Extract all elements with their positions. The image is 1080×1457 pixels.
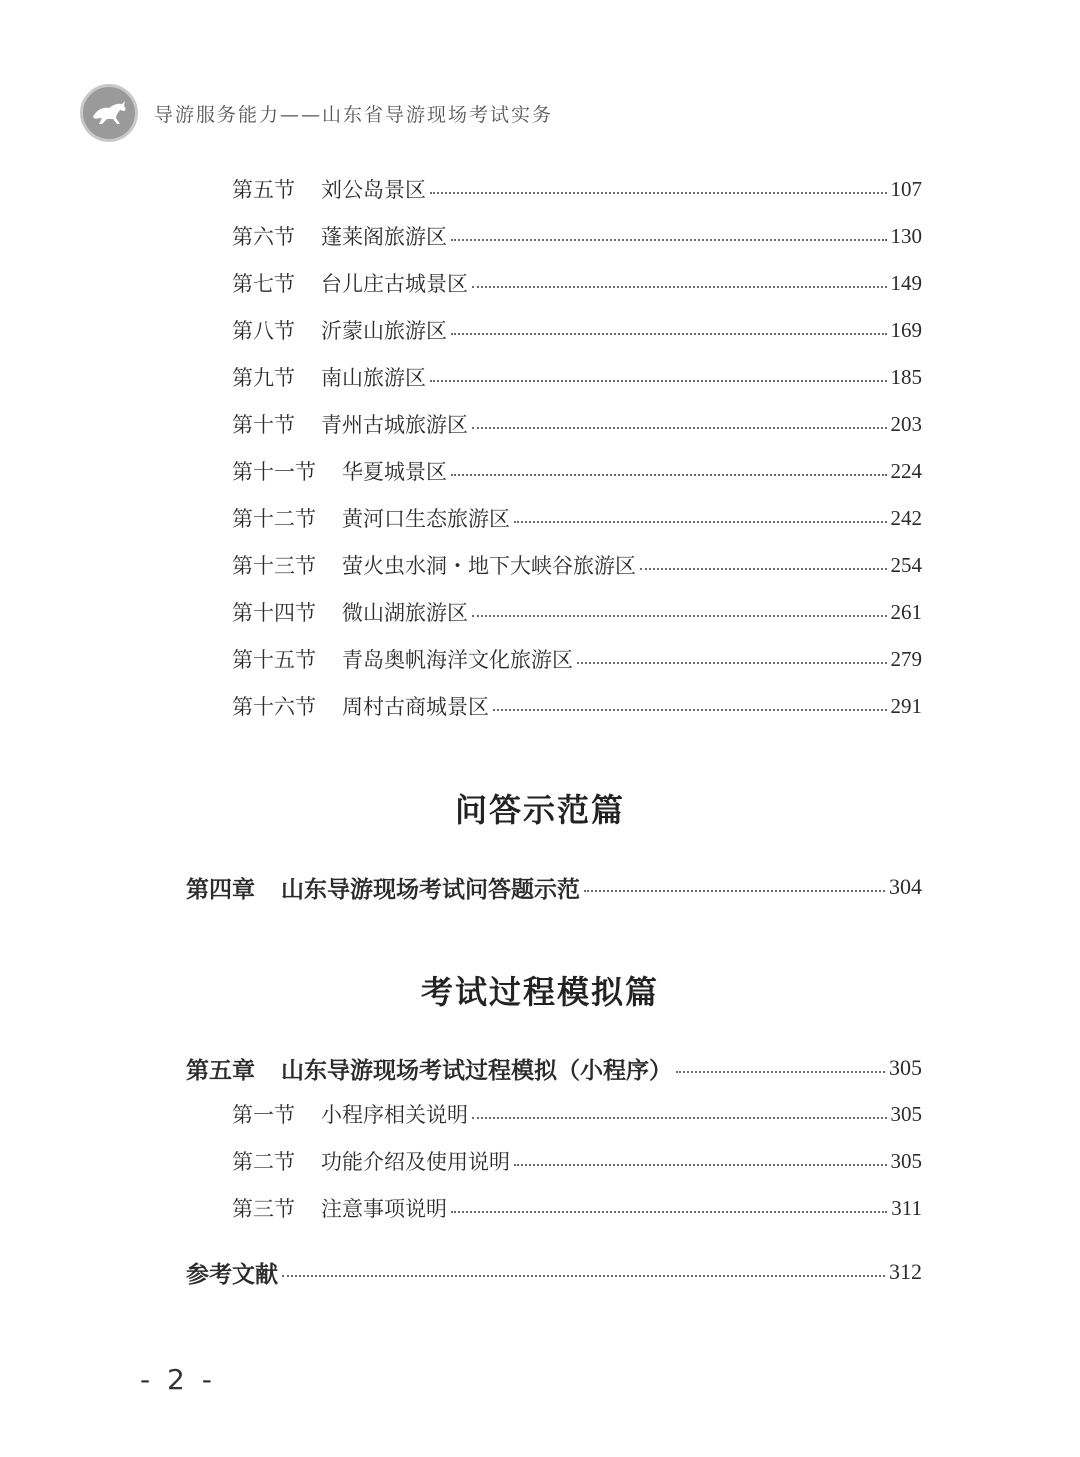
section-title: 青州古城旅游区 [321, 413, 468, 437]
toc-chapter-entry[interactable] [186, 1050, 922, 1086]
toc-entry[interactable] [232, 1096, 922, 1132]
chapter-title: 山东导游现场考试问答题示范 [281, 876, 580, 903]
page-ref: 291 [890, 693, 922, 718]
dot-leader [282, 1275, 885, 1277]
dot-leader [584, 890, 885, 892]
dot-leader [451, 474, 887, 476]
page-ref: 203 [890, 411, 922, 436]
section-title: 台儿庄古城景区 [321, 272, 468, 296]
page-ref: 304 [889, 874, 922, 899]
dot-leader [451, 333, 887, 335]
page-ref: 185 [890, 364, 922, 389]
chapter-title: 山东导游现场考试过程模拟（小程序） [281, 1057, 672, 1084]
dot-leader [472, 1117, 887, 1119]
section-title: 小程序相关说明 [321, 1103, 468, 1127]
page-ref: 312 [889, 1259, 922, 1284]
toc-entry[interactable] [232, 406, 922, 442]
section-number: 第一节 [232, 1103, 295, 1127]
header-title: 导游服务能力——山东省导游现场考试实务 [154, 103, 554, 126]
section-title: 注意事项说明 [321, 1197, 447, 1221]
section-title: 刘公岛景区 [321, 178, 426, 202]
toc-entry[interactable] [232, 265, 922, 301]
toc-entry[interactable] [232, 641, 922, 677]
toc-entry[interactable] [232, 688, 922, 724]
page-ref: 242 [890, 505, 922, 530]
toc-entry[interactable] [232, 359, 922, 395]
section-number: 第十节 [232, 413, 295, 437]
dot-leader [514, 1164, 887, 1166]
page-ref: 169 [890, 317, 922, 342]
toc-entry[interactable] [232, 1190, 922, 1226]
dot-leader [451, 239, 887, 241]
section-title: 蓬莱阁旅游区 [321, 225, 447, 249]
page-ref: 311 [891, 1195, 922, 1220]
page-ref: 224 [890, 458, 922, 483]
section-number: 第十三节 [232, 554, 316, 578]
page-number: - 2 - [140, 1363, 216, 1396]
toc-entry[interactable] [232, 594, 922, 630]
dot-leader [493, 709, 887, 711]
dot-leader [577, 662, 887, 664]
dot-leader [514, 521, 887, 523]
chapter-number: 第五章 [186, 1057, 255, 1084]
section-number: 第五节 [232, 178, 295, 202]
running-header [80, 78, 553, 148]
dot-leader [451, 1211, 887, 1213]
page-ref: 254 [890, 552, 922, 577]
toc-entry[interactable] [232, 500, 922, 536]
dot-leader [640, 568, 887, 570]
section-title: 黄河口生态旅游区 [342, 507, 510, 531]
dot-leader [430, 192, 887, 194]
dot-leader [430, 380, 887, 382]
page-ref: 305 [890, 1148, 922, 1173]
page-ref: 107 [890, 176, 922, 201]
chapter-number: 第四章 [186, 876, 255, 903]
toc-entry[interactable] [232, 171, 922, 207]
page-ref: 261 [890, 599, 922, 624]
section-number: 第二节 [232, 1150, 295, 1174]
section-title: 微山湖旅游区 [342, 601, 468, 625]
section-number: 第六节 [232, 225, 295, 249]
part-title-simulation: 考试过程模拟篇 [420, 973, 659, 1011]
page-ref: 130 [890, 223, 922, 248]
section-number: 第九节 [232, 366, 295, 390]
toc-entry[interactable] [232, 1143, 922, 1179]
section-number: 第十四节 [232, 601, 316, 625]
section-title: 青岛奥帆海洋文化旅游区 [342, 648, 573, 672]
horse-emblem-icon [80, 84, 138, 142]
page-ref: 279 [890, 646, 922, 671]
section-title: 华夏城景区 [342, 460, 447, 484]
page-ref: 305 [890, 1101, 922, 1126]
dot-leader [472, 286, 887, 288]
part-title-qa: 问答示范篇 [454, 791, 625, 829]
dot-leader [472, 615, 887, 617]
toc-entry[interactable] [232, 547, 922, 583]
section-number: 第十一节 [232, 460, 316, 484]
page-ref: 305 [889, 1055, 922, 1080]
section-number: 第十五节 [232, 648, 316, 672]
toc-entry[interactable] [232, 312, 922, 348]
toc-chapter-entry[interactable] [186, 869, 922, 905]
section-number: 第十二节 [232, 507, 316, 531]
page-ref: 149 [890, 270, 922, 295]
toc-entry[interactable] [232, 453, 922, 489]
section-title: 沂蒙山旅游区 [321, 319, 447, 343]
section-number: 第八节 [232, 319, 295, 343]
references-title: 参考文献 [186, 1261, 278, 1288]
dot-leader [472, 427, 887, 429]
section-number: 第三节 [232, 1197, 295, 1221]
section-title: 南山旅游区 [321, 366, 426, 390]
section-title: 周村古商城景区 [342, 695, 489, 719]
section-title: 萤火虫水洞・地下大峡谷旅游区 [342, 554, 636, 578]
toc-references-entry[interactable] [186, 1254, 922, 1290]
section-number: 第十六节 [232, 695, 316, 719]
section-number: 第七节 [232, 272, 295, 296]
toc-entry[interactable] [232, 218, 922, 254]
dot-leader [676, 1071, 885, 1073]
section-title: 功能介绍及使用说明 [321, 1150, 510, 1174]
